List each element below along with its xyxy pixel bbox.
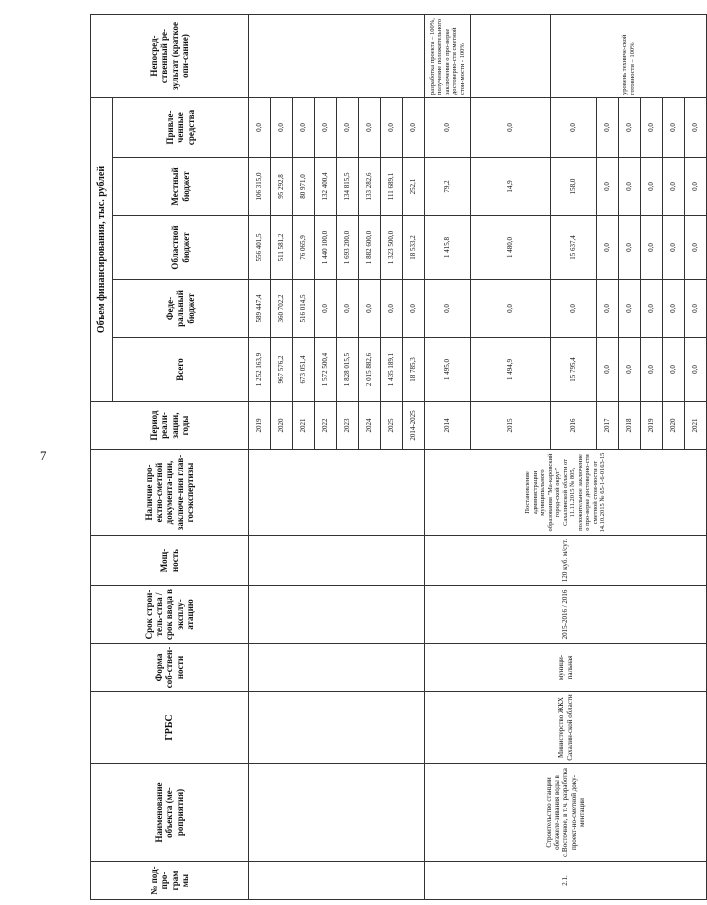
regional-cell: 0,0: [663, 216, 685, 280]
regional-cell: 0,0: [685, 216, 707, 280]
period-cell: 2024: [359, 402, 381, 450]
local-cell: 158,0: [551, 158, 597, 216]
attracted-cell: 0,0: [315, 98, 337, 158]
object-ownership-cell: муници-пальная: [425, 644, 707, 692]
header-regional: Областной бюджет: [113, 216, 249, 280]
regional-cell: 0,0: [619, 216, 641, 280]
attracted-cell: 0,0: [403, 98, 425, 158]
empty-term-cell: [249, 586, 425, 644]
header-num: № под-про-грам мы: [91, 862, 249, 900]
result-cell: [471, 15, 551, 98]
period-cell: 2025: [381, 402, 403, 450]
regional-cell: 0,0: [597, 216, 619, 280]
header-term: Срок строи-тель-ства / срок ввода в эксплу-атацию: [91, 586, 249, 644]
regional-cell: 1 440 100,0: [315, 216, 337, 280]
local-cell: 80 971,0: [293, 158, 315, 216]
header-capacity: Мощ-ность: [91, 536, 249, 586]
empty-ownership-cell: [249, 644, 425, 692]
header-total: Всего: [113, 338, 249, 402]
attracted-cell: 0,0: [425, 98, 471, 158]
federal-cell: 0,0: [685, 280, 707, 338]
header-attracted: Привле-ченные средства: [113, 98, 249, 158]
federal-cell: 0,0: [425, 280, 471, 338]
total-cell: 1 252 163,9: [249, 338, 271, 402]
attracted-cell: 0,0: [641, 98, 663, 158]
page-number: 7: [40, 448, 47, 463]
period-cell: 2021: [685, 402, 707, 450]
period-cell: 2021: [293, 402, 315, 450]
period-cell: 2018: [619, 402, 641, 450]
empty-docs-cell: [249, 450, 425, 536]
object-name-cell: Строительство станции обезжеле-зивания воды в с.Восточное, в т.ч. разработка проект-но-сметной доку-ментации: [425, 764, 707, 862]
table-row: [425, 15, 471, 900]
attracted-cell: 0,0: [249, 98, 271, 158]
local-cell: 0,0: [597, 158, 619, 216]
period-cell: 2014: [425, 402, 471, 450]
total-cell: 967 576,2: [271, 338, 293, 402]
header-federal: Феде-ральный бюджет: [113, 280, 249, 338]
attracted-cell: 0,0: [685, 98, 707, 158]
period-cell: 2023: [337, 402, 359, 450]
regional-cell: 1 480,0: [471, 216, 551, 280]
attracted-cell: 0,0: [551, 98, 597, 158]
federal-cell: 0,0: [663, 280, 685, 338]
local-cell: 0,0: [641, 158, 663, 216]
period-cell: 2016: [551, 402, 597, 450]
header-result: Непосред-ственный ре-зультат (краткое опи-сание): [91, 15, 249, 98]
total-cell: 15 795,4: [551, 338, 597, 402]
federal-cell: 0,0: [359, 280, 381, 338]
total-cell: 1 828 015,5: [337, 338, 359, 402]
period-cell: 2015: [471, 402, 551, 450]
federal-cell: 0,0: [597, 280, 619, 338]
local-cell: 14,9: [471, 158, 551, 216]
federal-cell: 0,0: [403, 280, 425, 338]
regional-cell: 0,0: [641, 216, 663, 280]
header-period: Период реали-зации, годы: [91, 402, 249, 450]
attracted-cell: 0,0: [663, 98, 685, 158]
local-cell: 79,2: [425, 158, 471, 216]
local-cell: 134 815,5: [337, 158, 359, 216]
total-cell: 18 785,3: [403, 338, 425, 402]
total-cell: 1 494,9: [471, 338, 551, 402]
regional-cell: 15 637,4: [551, 216, 597, 280]
total-cell: 1 435 189,1: [381, 338, 403, 402]
period-cell: 2022: [315, 402, 337, 450]
object-grbs-cell: Министерство ЖКХ Сахалин-ской области: [425, 692, 707, 764]
object-num-cell: 2.1.: [425, 862, 707, 900]
empty-name-cell: [249, 764, 425, 862]
rotated-table-container: [90, 15, 700, 900]
total-cell: 0,0: [685, 338, 707, 402]
total-cell: 1 495,0: [425, 338, 471, 402]
header-local: Местный бюджет: [113, 158, 249, 216]
result-cell: разработка проекта – 100%, получение положительного заключения о про-верке достоверно-сти сметной стои-мости - 100%: [425, 15, 471, 98]
period-cell: 2017: [597, 402, 619, 450]
local-cell: 133 282,6: [359, 158, 381, 216]
attracted-cell: 0,0: [597, 98, 619, 158]
federal-cell: 516 014,5: [293, 280, 315, 338]
total-cell: 0,0: [641, 338, 663, 402]
regional-cell: 18 533,2: [403, 216, 425, 280]
regional-cell: 1 882 600,0: [359, 216, 381, 280]
object-docs-cell: Постановление администрации муниципального образования "Ма-каровский город-ской округ" Сахалинской области от 11.11.2015 № 805, положительное заключение о про-верке достоверно-сти сметной стои-мости от 14.10.2015 № 65-1-6-0163-15: [425, 450, 707, 536]
attracted-cell: 0,0: [293, 98, 315, 158]
attracted-cell: 0,0: [619, 98, 641, 158]
local-cell: 0,0: [663, 158, 685, 216]
empty-grbs-cell: [249, 692, 425, 764]
header-financing: Объем финансирования, тыс. рублей: [91, 98, 113, 402]
header-grbs: ГРБС: [91, 692, 249, 764]
federal-cell: 0,0: [641, 280, 663, 338]
empty-result-cell: [249, 15, 425, 98]
empty-capacity-cell: [249, 536, 425, 586]
federal-cell: 0,0: [337, 280, 359, 338]
total-cell: 673 051,4: [293, 338, 315, 402]
federal-cell: 0,0: [471, 280, 551, 338]
attracted-cell: 0,0: [271, 98, 293, 158]
empty-num-cell: [249, 862, 425, 900]
local-cell: 252,1: [403, 158, 425, 216]
period-cell: 2020: [271, 402, 293, 450]
regional-cell: 1 323 500,0: [381, 216, 403, 280]
financing-table: [90, 14, 707, 900]
attracted-cell: 0,0: [471, 98, 551, 158]
regional-cell: 511 581,2: [271, 216, 293, 280]
federal-cell: 0,0: [381, 280, 403, 338]
period-cell: 2020: [663, 402, 685, 450]
regional-cell: 76 065,9: [293, 216, 315, 280]
local-cell: 0,0: [619, 158, 641, 216]
attracted-cell: 0,0: [381, 98, 403, 158]
header-ownership: Форма соб-ствен-ности: [91, 644, 249, 692]
object-capacity-cell: 120 куб. м/сут.: [425, 536, 707, 586]
regional-cell: 1 693 200,0: [337, 216, 359, 280]
local-cell: 106 315,0: [249, 158, 271, 216]
object-term-cell: 2015-2016 / 2016: [425, 586, 707, 644]
total-cell: 1 572 500,4: [315, 338, 337, 402]
regional-cell: 556 401,5: [249, 216, 271, 280]
local-cell: 0,0: [685, 158, 707, 216]
table-row: [249, 15, 271, 900]
period-cell: 2019: [641, 402, 663, 450]
federal-cell: 0,0: [315, 280, 337, 338]
period-cell: 2014-2025: [403, 402, 425, 450]
total-cell: 2 015 882,6: [359, 338, 381, 402]
regional-cell: 1 415,8: [425, 216, 471, 280]
total-cell: 0,0: [663, 338, 685, 402]
federal-cell: 0,0: [619, 280, 641, 338]
federal-cell: 589 447,4: [249, 280, 271, 338]
attracted-cell: 0,0: [337, 98, 359, 158]
header-docs: Наличие про-ектно-сметной документа-ции, заключе-ния глав-госэкспертизы: [91, 450, 249, 536]
local-cell: 111 689,1: [381, 158, 403, 216]
header-object-name: Наименование объекта (ме-роприятия): [91, 764, 249, 862]
result-cell: уровень техниче-ской готовности – 100%: [551, 15, 707, 98]
total-cell: 0,0: [619, 338, 641, 402]
local-cell: 95 292,8: [271, 158, 293, 216]
attracted-cell: 0,0: [359, 98, 381, 158]
federal-cell: 360 702,2: [271, 280, 293, 338]
total-cell: 0,0: [597, 338, 619, 402]
period-cell: 2019: [249, 402, 271, 450]
federal-cell: 0,0: [551, 280, 597, 338]
local-cell: 132 400,4: [315, 158, 337, 216]
